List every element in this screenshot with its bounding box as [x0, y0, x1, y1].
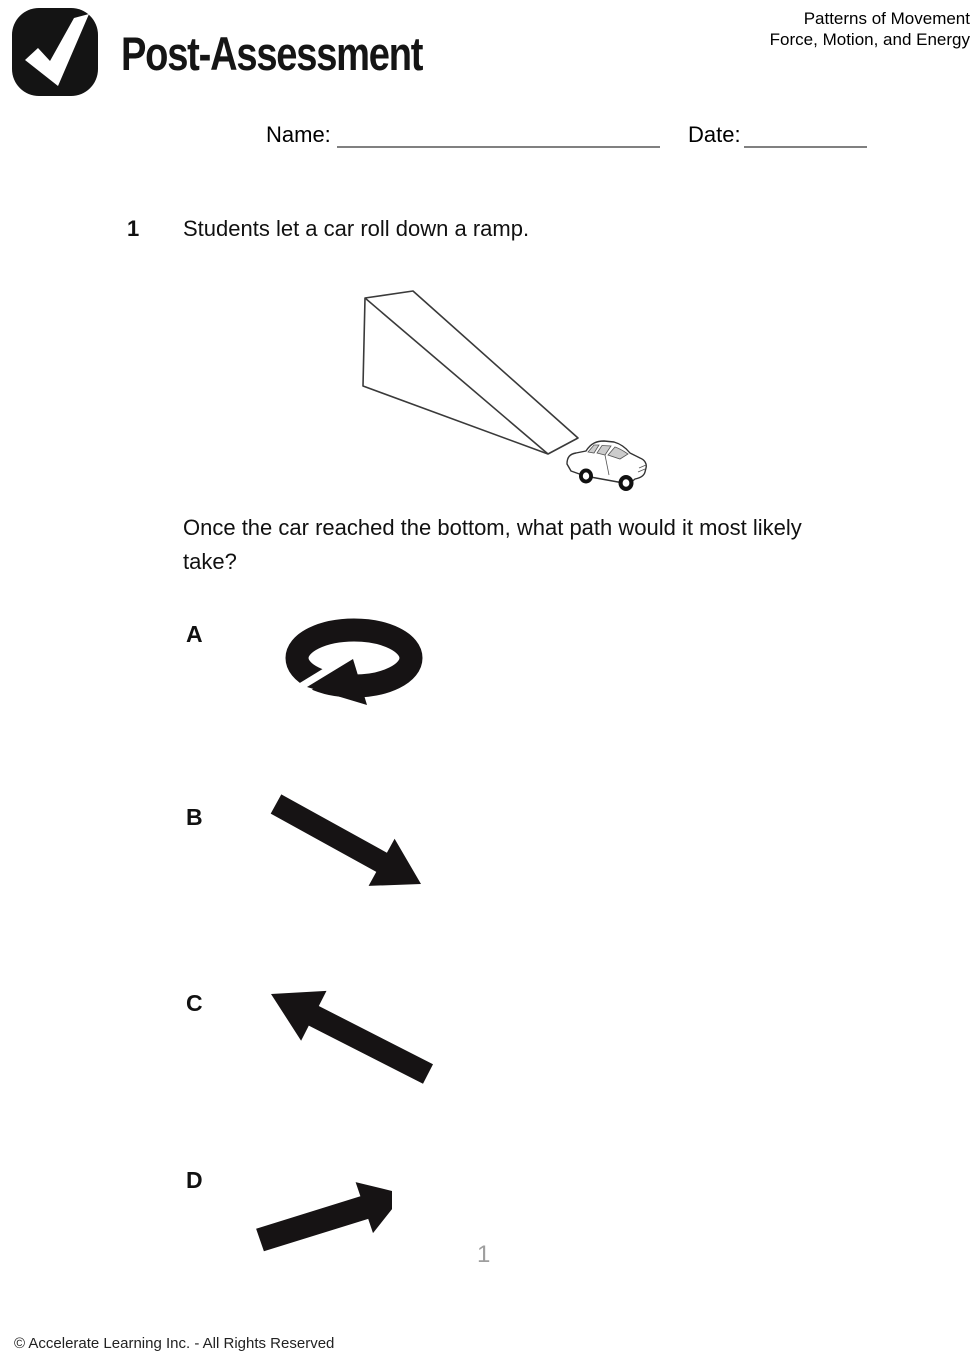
- page-number: 1: [477, 1241, 491, 1268]
- question-number: 1: [127, 216, 140, 241]
- date-label: Date:: [688, 122, 741, 147]
- unit-header: [770, 8, 970, 50]
- name-blank-line: [337, 146, 660, 148]
- copyright-notice: © Accelerate Learning Inc. - All Rights Reserved: [14, 1335, 335, 1352]
- arrow-down-right-icon: [266, 794, 426, 889]
- toy-car-graphic: [567, 441, 646, 491]
- unit-line-1: Patterns of Movement: [803, 9, 970, 28]
- arrow-up-right-icon: [252, 1176, 400, 1258]
- question-prompt: Once the car reached the bottom, what path would it most likely take?: [183, 515, 802, 574]
- ramp-with-toy-car-illustration: [350, 278, 660, 503]
- circular-loop-arrow-icon: [283, 613, 425, 713]
- option-d-letter: D: [186, 1167, 203, 1193]
- option-b-letter: B: [186, 804, 203, 830]
- checkmark-badge-graphic: [11, 5, 99, 99]
- page-title: Post-Assessment: [121, 27, 423, 80]
- name-label: Name:: [266, 122, 331, 147]
- option-a-letter: A: [186, 621, 203, 647]
- arrow-up-left-icon: [266, 982, 438, 1087]
- checkmark-badge-icon: [11, 5, 99, 99]
- unit-line-2: Force, Motion, and Energy: [769, 30, 970, 49]
- option-c-letter: C: [186, 990, 203, 1016]
- question-stem: Students let a car roll down a ramp.: [183, 216, 530, 241]
- ramp-figure-graphic: [350, 278, 660, 503]
- date-blank-line: [744, 146, 867, 148]
